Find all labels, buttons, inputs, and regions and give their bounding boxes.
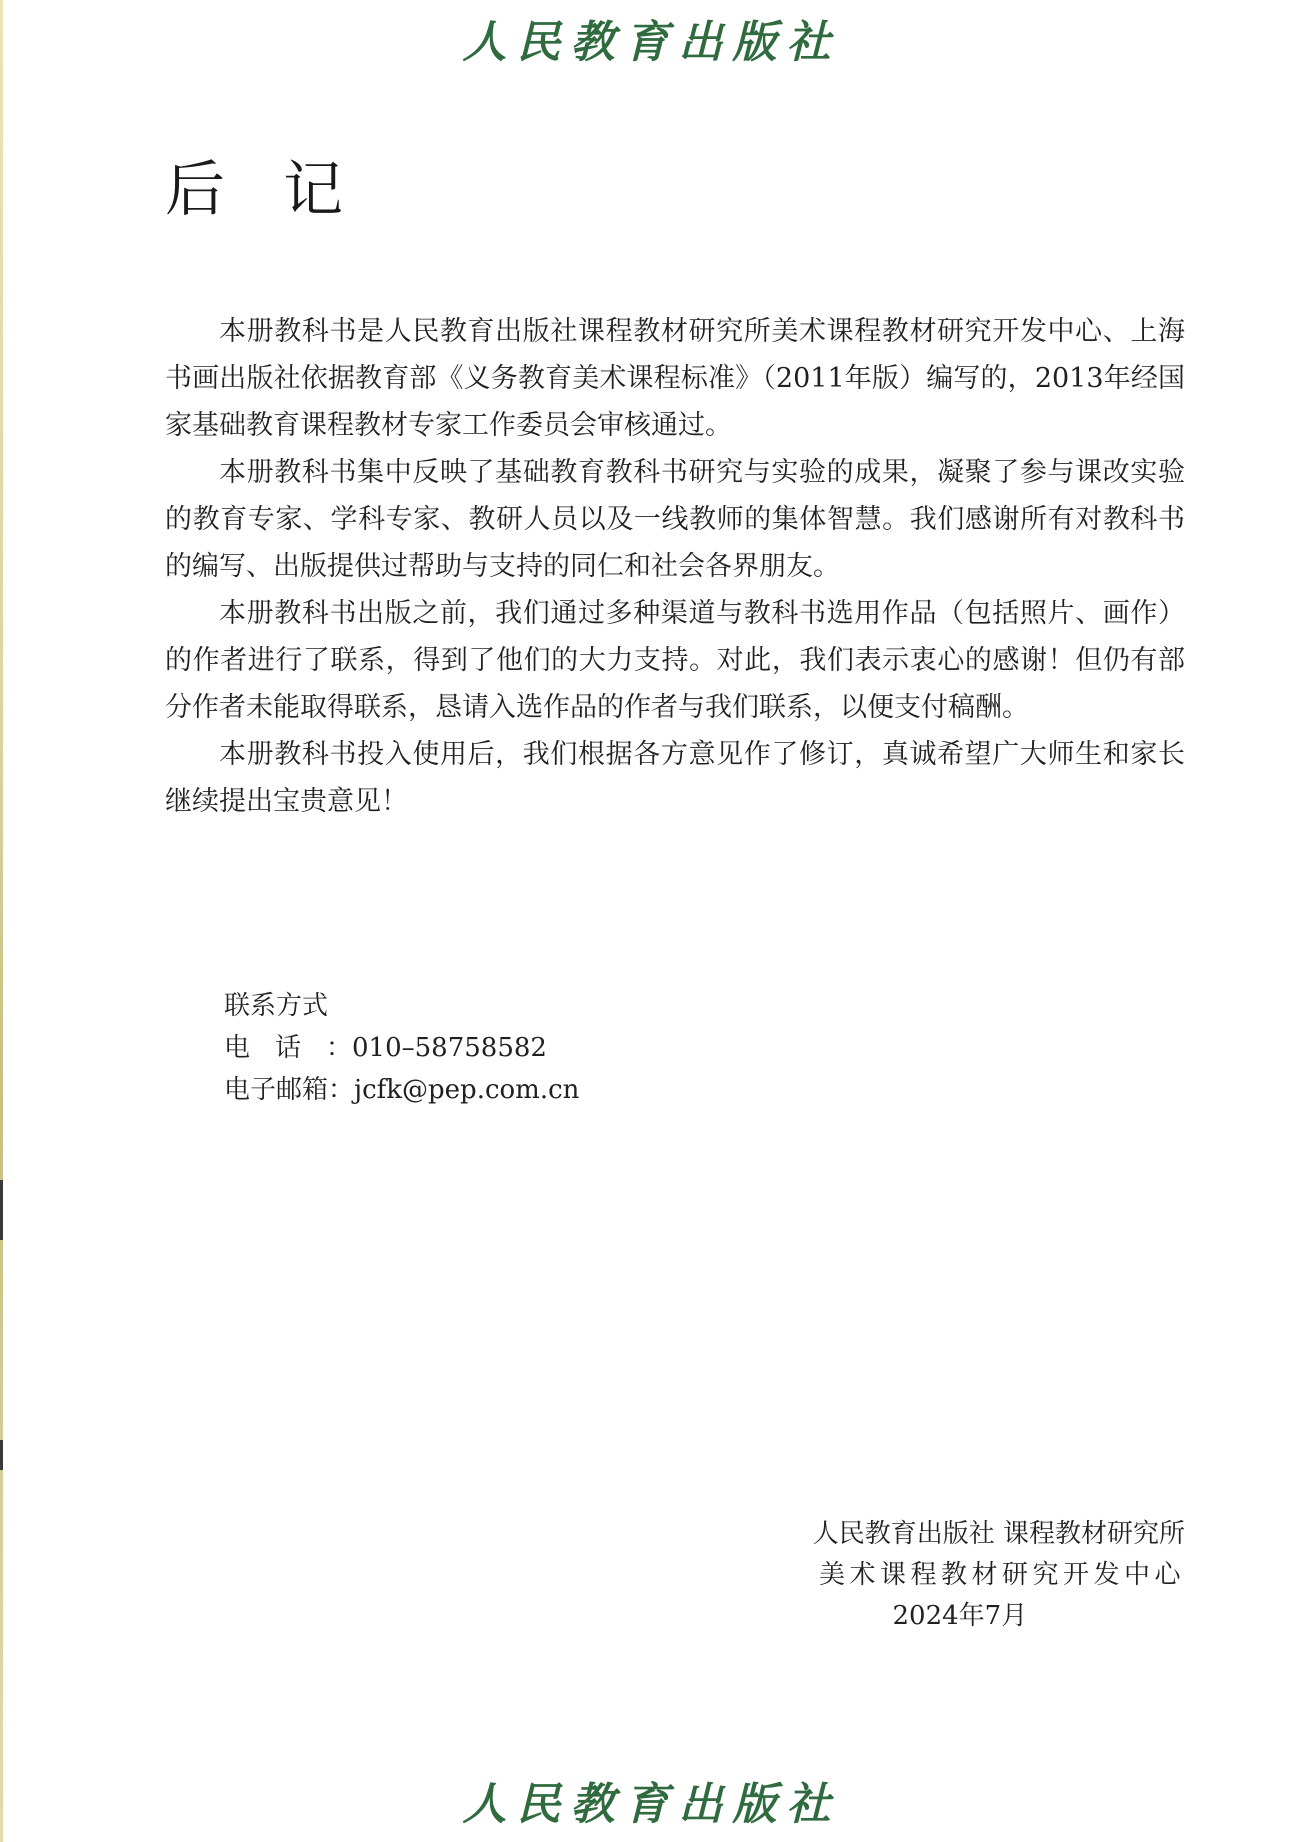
contact-info [224, 985, 579, 1111]
page-edge-mark [0, 1440, 3, 1470]
paragraph: 本册教科书投入使用后，我们根据各方意见作了修订，真诚希望广大师生和家长继续提出宝贵意见！ [165, 739, 1185, 817]
paragraph: 本册教科书出版之前，我们通过多种渠道与教科书选用作品（包括照片、画作）的作者进行了联系，得到了他们的大力支持。对此，我们表示衷心的感谢！但仍有部分作者未能取得联系，恳请入选作品的作者与我们联系，以便支付稿酬。 [165, 598, 1185, 723]
phone-value: 010–58758582 [352, 1033, 547, 1063]
contact-phone [224, 1027, 579, 1069]
paragraph: 本册教科书是人民教育出版社课程教材研究所美术课程教材研究开发中心、上海书画出版社依据教育部《义务教育美术课程标准》（2011年版）编写的，2013年经国家基础教育课程教材专家工作委员会审核通过。 [165, 316, 1185, 441]
signoff [813, 1514, 1185, 1637]
page-title: 后记 [165, 155, 401, 225]
contact-heading: 联系方式 [224, 991, 329, 1021]
signoff-org: 人民教育出版社 课程教材研究所 [812, 1519, 1185, 1549]
page-edge [0, 0, 3, 1842]
email-value: jcfk@pep.com.cn [354, 1075, 580, 1105]
signoff-center: 美术课程教材研究开发中心 [818, 1560, 1185, 1590]
signoff-date: 2024年7月 [892, 1601, 1028, 1631]
phone-label: 电话： [224, 1033, 352, 1063]
publisher-logo-top: 人民教育出版社 [462, 17, 841, 68]
body-text [165, 308, 1185, 825]
contact-email [224, 1069, 579, 1111]
page-edge-mark [0, 1180, 3, 1240]
publisher-logo-bottom: 人民教育出版社 [462, 1779, 841, 1830]
email-label: 电子邮箱： [224, 1075, 355, 1105]
paragraph: 本册教科书集中反映了基础教育教科书研究与实验的成果，凝聚了参与课改实验的教育专家、学科专家、教研人员以及一线教师的集体智慧。我们感谢所有对教科书的编写、出版提供过帮助与支持的同仁和社会各界朋友。 [165, 457, 1185, 582]
